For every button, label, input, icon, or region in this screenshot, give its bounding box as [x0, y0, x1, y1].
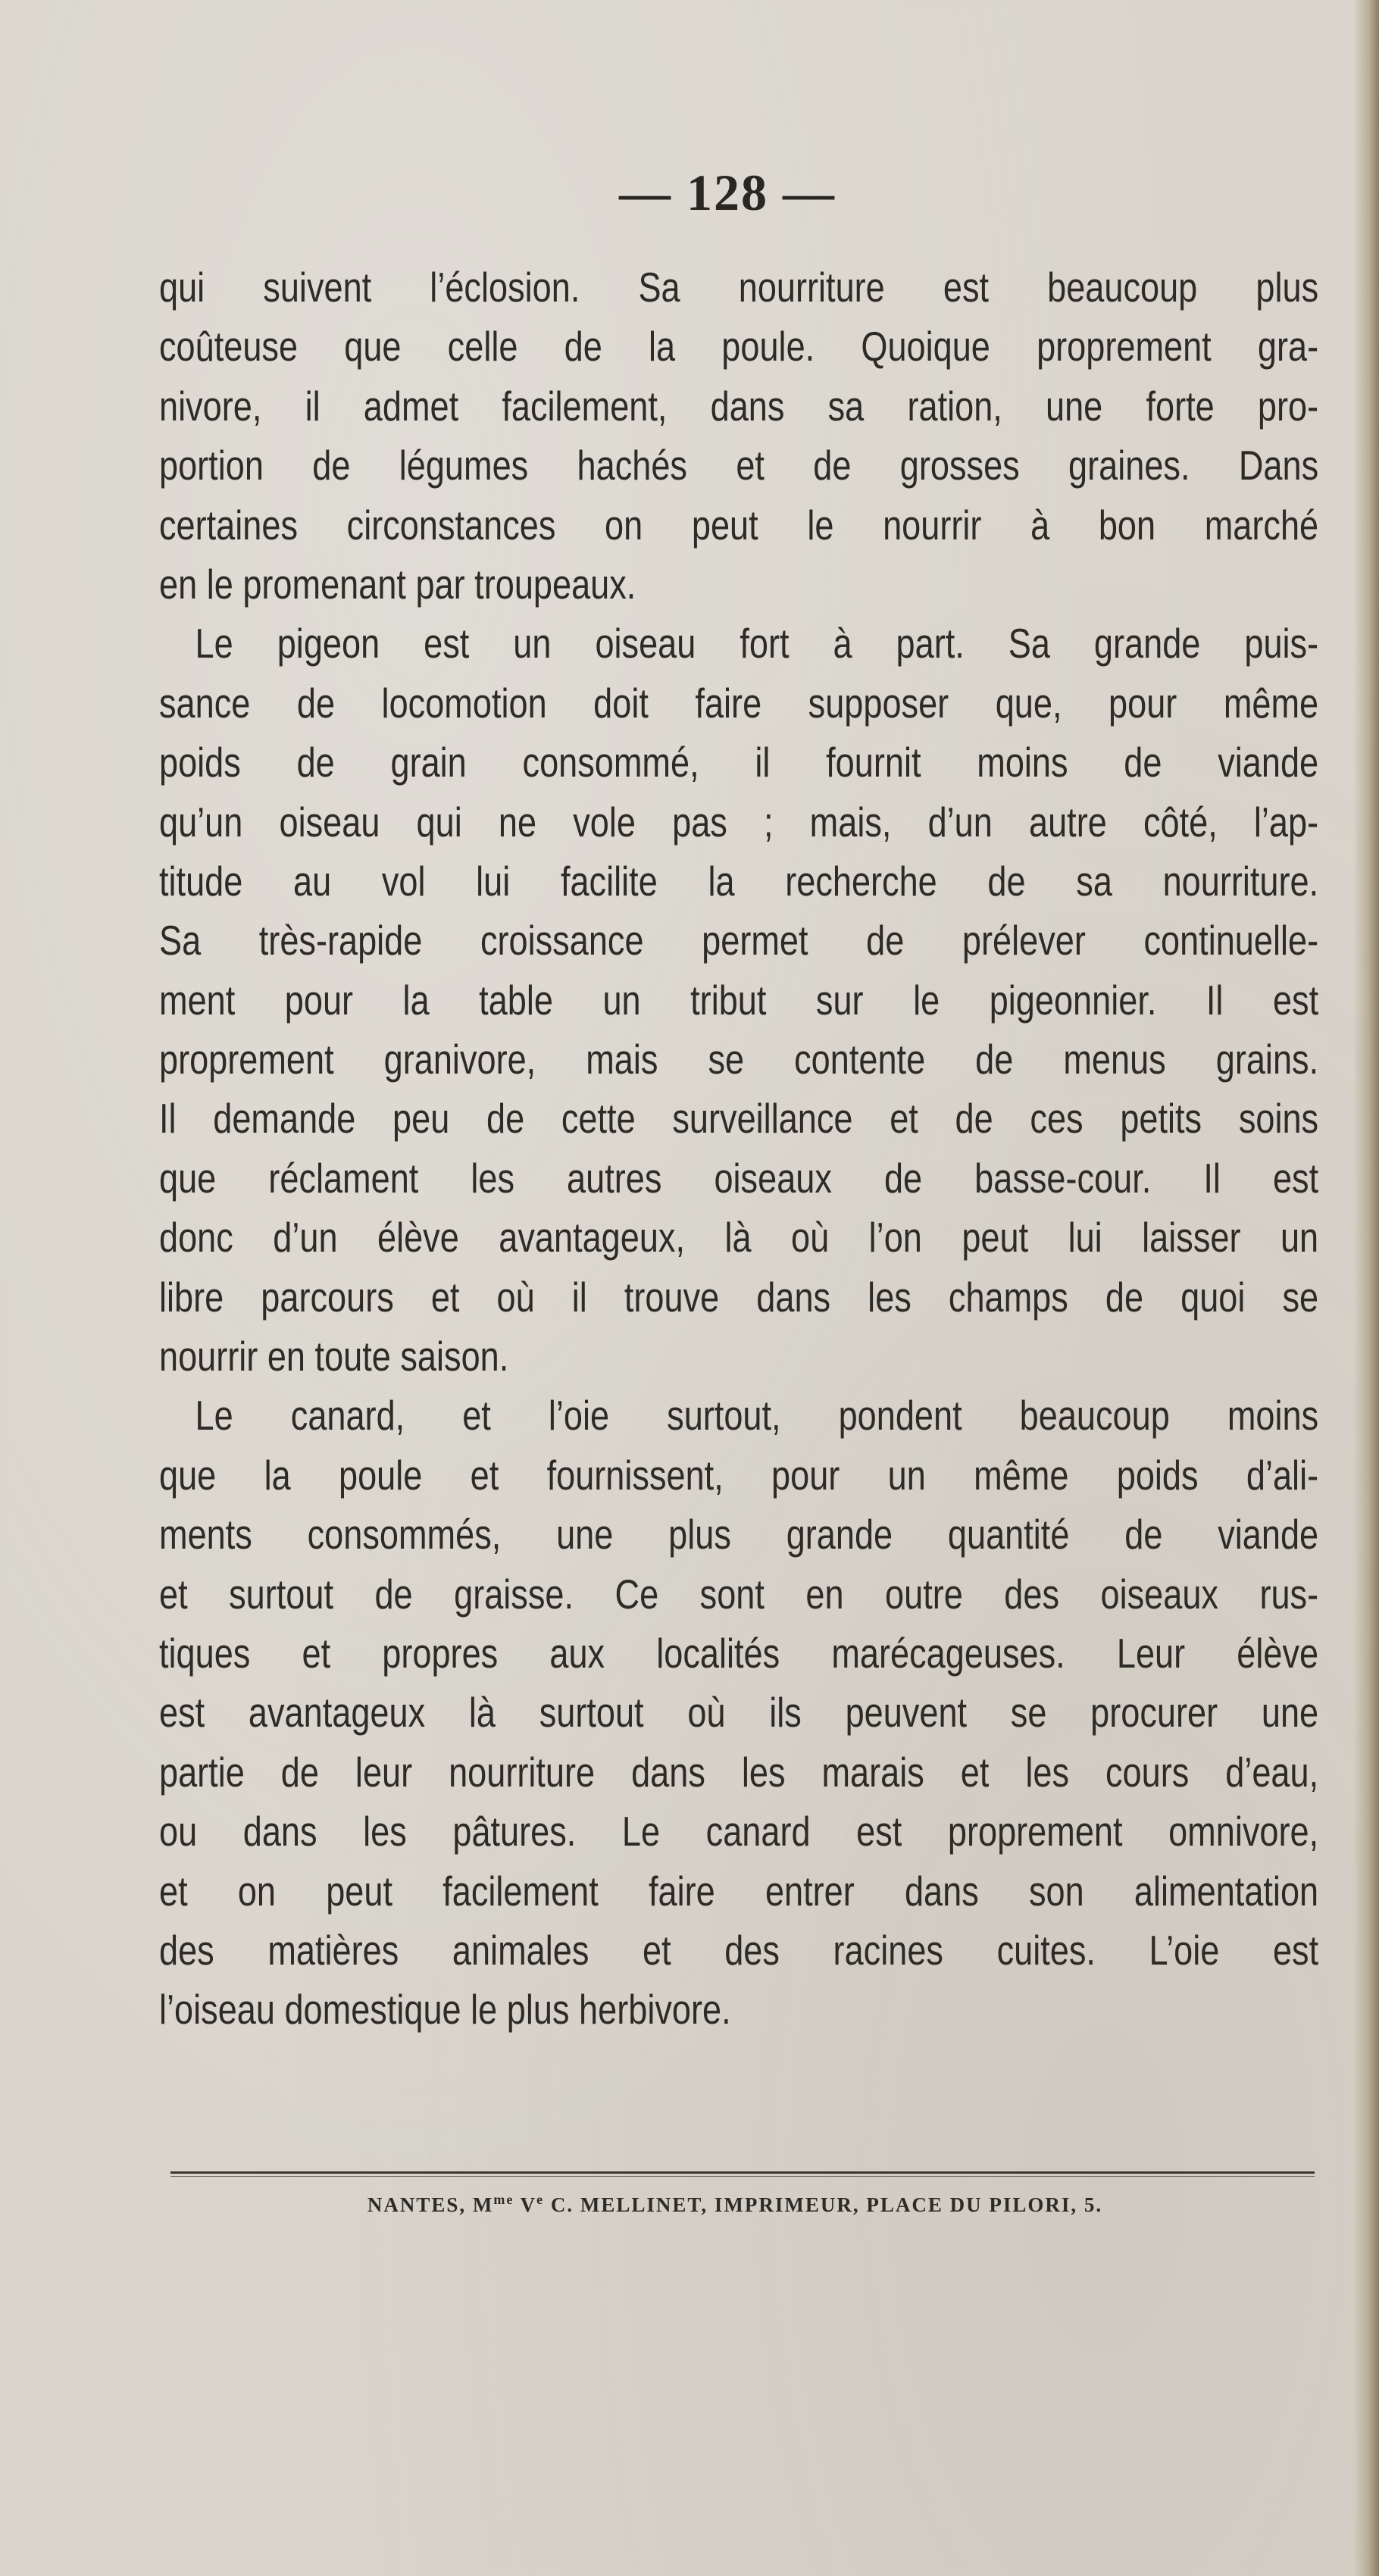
- text-line: coûteuse que celle de la poule. Quoique proprement gra-: [159, 323, 1319, 370]
- text-line: Le canard, et l’oie surtout, pondent beaucoup moins: [195, 1392, 1319, 1440]
- text-line: ment pour la table un tribut sur le pigeonnier. Il est: [159, 976, 1319, 1024]
- text-line: que la poule et fournissent, pour un même poids d’ali-: [159, 1451, 1319, 1499]
- footer-rule: [170, 2171, 1315, 2174]
- text-line: que réclament les autres oiseaux de basse-cour. Il est: [159, 1154, 1319, 1202]
- body-text: [159, 258, 1318, 2040]
- text-line: l’oiseau domestique le plus herbivore.: [159, 1986, 731, 2034]
- text-line: des matières animales et des racines cuites. L’oie est: [159, 1926, 1319, 1974]
- imprint-part: C. MELLINET, IMPRIMEUR, PLACE DU PILORI, 5.: [544, 2193, 1103, 2216]
- imprint-part: NANTES, M: [367, 2193, 494, 2216]
- text-line: proprement granivore, mais se contente de menus grains.: [159, 1036, 1319, 1083]
- text-line: ments consommés, une plus grande quantité de viande: [159, 1511, 1319, 1558]
- page-number: — 128 —: [619, 164, 836, 221]
- text-line: qu’un oiseau qui ne vole pas ; mais, d’un autre côté, l’ap-: [159, 798, 1319, 846]
- text-line: nivore, il admet facilement, dans sa ration, une forte pro-: [159, 382, 1319, 430]
- text-line: nourrir en toute saison.: [159, 1333, 509, 1380]
- text-line: et surtout de graisse. Ce sont en outre des oiseaux rus-: [159, 1570, 1319, 1618]
- page-edge-shadow: [1353, 0, 1379, 2576]
- text-line: et on peut facilement faire entrer dans son alimentation: [159, 1867, 1319, 1915]
- text-line: donc d’un élève avantageux, là où l’on peut lui laisser un: [159, 1214, 1319, 1261]
- text-line: tiques et propres aux localités marécageuses. Leur élève: [159, 1629, 1319, 1677]
- text-line: portion de légumes hachés et de grosses graines. Dans: [159, 442, 1319, 489]
- footer-rule-thin: [170, 2176, 1315, 2177]
- text-line: partie de leur nourriture dans les marais et les cours d’eau,: [159, 1748, 1319, 1796]
- text-line: est avantageux là surtout où ils peuvent se procurer une: [159, 1689, 1319, 1737]
- text-line: certaines circonstances on peut le nourrir à bon marché: [159, 501, 1319, 549]
- text-line: Il demande peu de cette surveillance et de ces petits soins: [159, 1095, 1319, 1143]
- text-line: ou dans les pâtures. Le canard est proprement omnivore,: [159, 1808, 1319, 1855]
- text-line: Le pigeon est un oiseau fort à part. Sa grande puis-: [195, 620, 1319, 667]
- printer-imprint: [0, 2193, 1379, 2217]
- imprint-superscript: e: [536, 2192, 545, 2207]
- text-line: sance de locomotion doit faire supposer que, pour même: [159, 679, 1319, 727]
- text-line: poids de grain consommé, il fournit moins de viande: [159, 739, 1319, 786]
- text-line: qui suivent l’éclosion. Sa nourriture est beaucoup plus: [159, 264, 1319, 311]
- text-line: Sa très-rapide croissance permet de prélever continuelle-: [159, 917, 1319, 964]
- text-line: titude au vol lui facilite la recherche de sa nourriture.: [159, 857, 1319, 905]
- text-line: libre parcours et où il trouve dans les champs de quoi se: [159, 1273, 1319, 1321]
- imprint-superscript: me: [493, 2192, 514, 2207]
- text-line: en le promenant par troupeaux.: [159, 560, 636, 608]
- imprint-part: V: [514, 2193, 537, 2216]
